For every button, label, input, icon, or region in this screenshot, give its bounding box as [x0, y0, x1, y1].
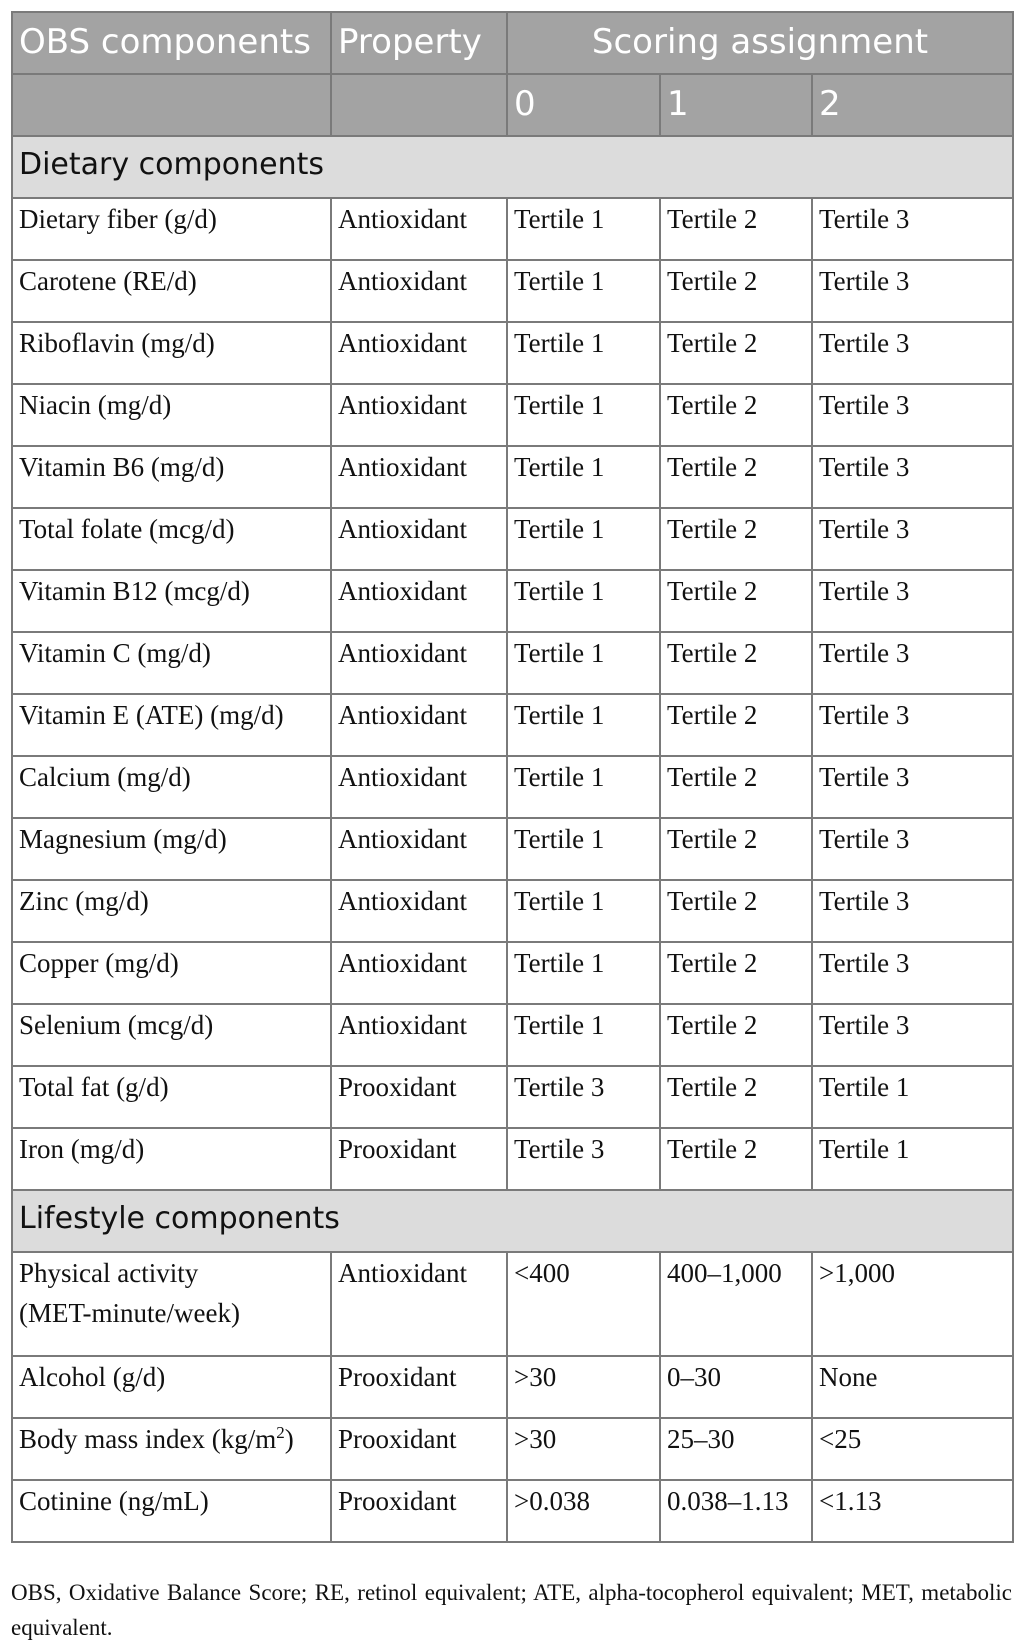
score-2-cell: Tertile 3 — [812, 322, 1013, 384]
section-title-dietary: Dietary components — [12, 136, 1013, 198]
score-1-cell: Tertile 2 — [660, 198, 812, 260]
property-cell: Antioxidant — [331, 818, 507, 880]
score-2-cell: >1,000 — [812, 1252, 1013, 1356]
header-row-2 — [12, 74, 1013, 136]
score-0-cell: >0.038 — [507, 1480, 660, 1542]
score-2-cell: Tertile 3 — [812, 880, 1013, 942]
table-row — [12, 1066, 1013, 1128]
score-2-cell: Tertile 3 — [812, 260, 1013, 322]
property-cell: Antioxidant — [331, 570, 507, 632]
component-cell: Total fat (g/d) — [12, 1066, 331, 1128]
header-score-0: 0 — [507, 74, 660, 136]
score-0-cell: Tertile 1 — [507, 446, 660, 508]
header-property: Property — [331, 12, 507, 74]
table-row — [12, 1004, 1013, 1066]
table-row — [12, 1418, 1013, 1480]
component-cell: Vitamin B12 (mcg/d) — [12, 570, 331, 632]
score-1-cell: Tertile 2 — [660, 322, 812, 384]
component-cell: Total folate (mcg/d) — [12, 508, 331, 570]
table-row — [12, 198, 1013, 260]
component-text: Body mass index (kg/m — [19, 1424, 277, 1454]
property-cell: Antioxidant — [331, 880, 507, 942]
score-2-cell: Tertile 3 — [812, 570, 1013, 632]
component-cell: Dietary fiber (g/d) — [12, 198, 331, 260]
score-1-cell: 0–30 — [660, 1356, 812, 1418]
table-row — [12, 508, 1013, 570]
table-row — [12, 260, 1013, 322]
property-cell: Antioxidant — [331, 260, 507, 322]
table-row — [12, 632, 1013, 694]
score-0-cell: Tertile 1 — [507, 260, 660, 322]
table-row — [12, 942, 1013, 1004]
property-cell: Prooxidant — [331, 1356, 507, 1418]
score-1-cell: Tertile 2 — [660, 508, 812, 570]
score-1-cell: 25–30 — [660, 1418, 812, 1480]
header-empty-cell — [331, 74, 507, 136]
section-title-lifestyle: Lifestyle components — [12, 1190, 1013, 1252]
score-1-cell: Tertile 2 — [660, 1128, 812, 1190]
component-cell: Calcium (mg/d) — [12, 756, 331, 818]
score-1-cell: Tertile 2 — [660, 818, 812, 880]
component-cell: Zinc (mg/d) — [12, 880, 331, 942]
table-row — [12, 756, 1013, 818]
component-cell: Copper (mg/d) — [12, 942, 331, 1004]
score-1-cell: 400–1,000 — [660, 1252, 812, 1356]
header-obs-components: OBS components — [12, 12, 331, 74]
score-1-cell: Tertile 2 — [660, 942, 812, 1004]
table-row — [12, 1480, 1013, 1542]
component-cell — [12, 1418, 331, 1480]
header-empty-cell — [12, 74, 331, 136]
score-2-cell: Tertile 3 — [812, 942, 1013, 1004]
component-cell: Vitamin B6 (mg/d) — [12, 446, 331, 508]
score-2-cell: Tertile 3 — [812, 632, 1013, 694]
table-row — [12, 694, 1013, 756]
score-0-cell: Tertile 1 — [507, 322, 660, 384]
component-text-suffix: ) — [284, 1424, 294, 1454]
score-1-cell: 0.038–1.13 — [660, 1480, 812, 1542]
score-2-cell: Tertile 3 — [812, 198, 1013, 260]
component-cell: Vitamin C (mg/d) — [12, 632, 331, 694]
score-2-cell: Tertile 1 — [812, 1066, 1013, 1128]
score-0-cell: >30 — [507, 1418, 660, 1480]
table-row — [12, 322, 1013, 384]
table-row — [12, 1128, 1013, 1190]
score-0-cell: Tertile 1 — [507, 694, 660, 756]
score-1-cell: Tertile 2 — [660, 880, 812, 942]
header-score-2: 2 — [812, 74, 1013, 136]
score-0-cell: Tertile 1 — [507, 570, 660, 632]
score-1-cell: Tertile 2 — [660, 260, 812, 322]
property-cell: Antioxidant — [331, 1252, 507, 1356]
score-2-cell: <25 — [812, 1418, 1013, 1480]
score-2-cell: None — [812, 1356, 1013, 1418]
component-cell: Selenium (mcg/d) — [12, 1004, 331, 1066]
score-0-cell: >30 — [507, 1356, 660, 1418]
section-row-lifestyle — [12, 1190, 1013, 1252]
header-score-1: 1 — [660, 74, 812, 136]
score-0-cell: Tertile 1 — [507, 198, 660, 260]
score-1-cell: Tertile 2 — [660, 570, 812, 632]
score-0-cell: Tertile 1 — [507, 1004, 660, 1066]
score-2-cell: Tertile 3 — [812, 508, 1013, 570]
property-cell: Prooxidant — [331, 1418, 507, 1480]
table-footnote: OBS, Oxidative Balance Score; RE, retinol equivalent; ATE, alpha-tocopherol equivalent; MET, metabolic equivalent. — [11, 1580, 1012, 1640]
score-2-cell: Tertile 3 — [812, 694, 1013, 756]
property-cell: Prooxidant — [331, 1066, 507, 1128]
score-1-cell: Tertile 2 — [660, 1004, 812, 1066]
table-row — [12, 880, 1013, 942]
score-2-cell: Tertile 1 — [812, 1128, 1013, 1190]
score-0-cell: <400 — [507, 1252, 660, 1356]
score-1-cell: Tertile 2 — [660, 384, 812, 446]
component-cell: Alcohol (g/d) — [12, 1356, 331, 1418]
obs-scoring-table — [11, 11, 1014, 1543]
component-cell: Vitamin E (ATE) (mg/d) — [12, 694, 331, 756]
table-row — [12, 818, 1013, 880]
property-cell: Antioxidant — [331, 446, 507, 508]
component-line-2: (MET-minute/week) — [19, 1298, 240, 1328]
score-1-cell: Tertile 2 — [660, 756, 812, 818]
score-1-cell: Tertile 2 — [660, 446, 812, 508]
score-0-cell: Tertile 1 — [507, 508, 660, 570]
score-1-cell: Tertile 2 — [660, 632, 812, 694]
score-2-cell: Tertile 3 — [812, 446, 1013, 508]
score-0-cell: Tertile 1 — [507, 818, 660, 880]
score-0-cell: Tertile 1 — [507, 880, 660, 942]
table-row — [12, 384, 1013, 446]
component-cell: Cotinine (ng/mL) — [12, 1480, 331, 1542]
score-2-cell: Tertile 3 — [812, 756, 1013, 818]
property-cell: Antioxidant — [331, 508, 507, 570]
score-0-cell: Tertile 3 — [507, 1128, 660, 1190]
table-row — [12, 1252, 1013, 1356]
property-cell: Antioxidant — [331, 1004, 507, 1066]
table-row — [12, 1356, 1013, 1418]
header-scoring-assignment: Scoring assignment — [507, 12, 1013, 74]
score-2-cell: Tertile 3 — [812, 384, 1013, 446]
property-cell: Antioxidant — [331, 756, 507, 818]
component-cell: Magnesium (mg/d) — [12, 818, 331, 880]
property-cell: Antioxidant — [331, 322, 507, 384]
table-row — [12, 446, 1013, 508]
table-body — [12, 136, 1013, 1542]
superscript: 2 — [276, 1423, 285, 1442]
score-1-cell: Tertile 2 — [660, 694, 812, 756]
component-cell — [12, 1252, 331, 1356]
component-cell: Niacin (mg/d) — [12, 384, 331, 446]
section-row-dietary — [12, 136, 1013, 198]
component-cell: Riboflavin (mg/d) — [12, 322, 331, 384]
property-cell: Antioxidant — [331, 384, 507, 446]
property-cell: Prooxidant — [331, 1128, 507, 1190]
score-1-cell: Tertile 2 — [660, 1066, 812, 1128]
score-2-cell: Tertile 3 — [812, 1004, 1013, 1066]
score-0-cell: Tertile 1 — [507, 756, 660, 818]
score-0-cell: Tertile 3 — [507, 1066, 660, 1128]
score-0-cell: Tertile 1 — [507, 942, 660, 1004]
property-cell: Antioxidant — [331, 198, 507, 260]
property-cell: Antioxidant — [331, 632, 507, 694]
score-0-cell: Tertile 1 — [507, 632, 660, 694]
header-row-1 — [12, 12, 1013, 74]
table-row — [12, 570, 1013, 632]
property-cell: Prooxidant — [331, 1480, 507, 1542]
component-cell: Carotene (RE/d) — [12, 260, 331, 322]
score-2-cell: Tertile 3 — [812, 818, 1013, 880]
component-line-1: Physical activity — [19, 1258, 199, 1288]
component-cell: Iron (mg/d) — [12, 1128, 331, 1190]
property-cell: Antioxidant — [331, 694, 507, 756]
score-0-cell: Tertile 1 — [507, 384, 660, 446]
score-2-cell: <1.13 — [812, 1480, 1013, 1542]
property-cell: Antioxidant — [331, 942, 507, 1004]
